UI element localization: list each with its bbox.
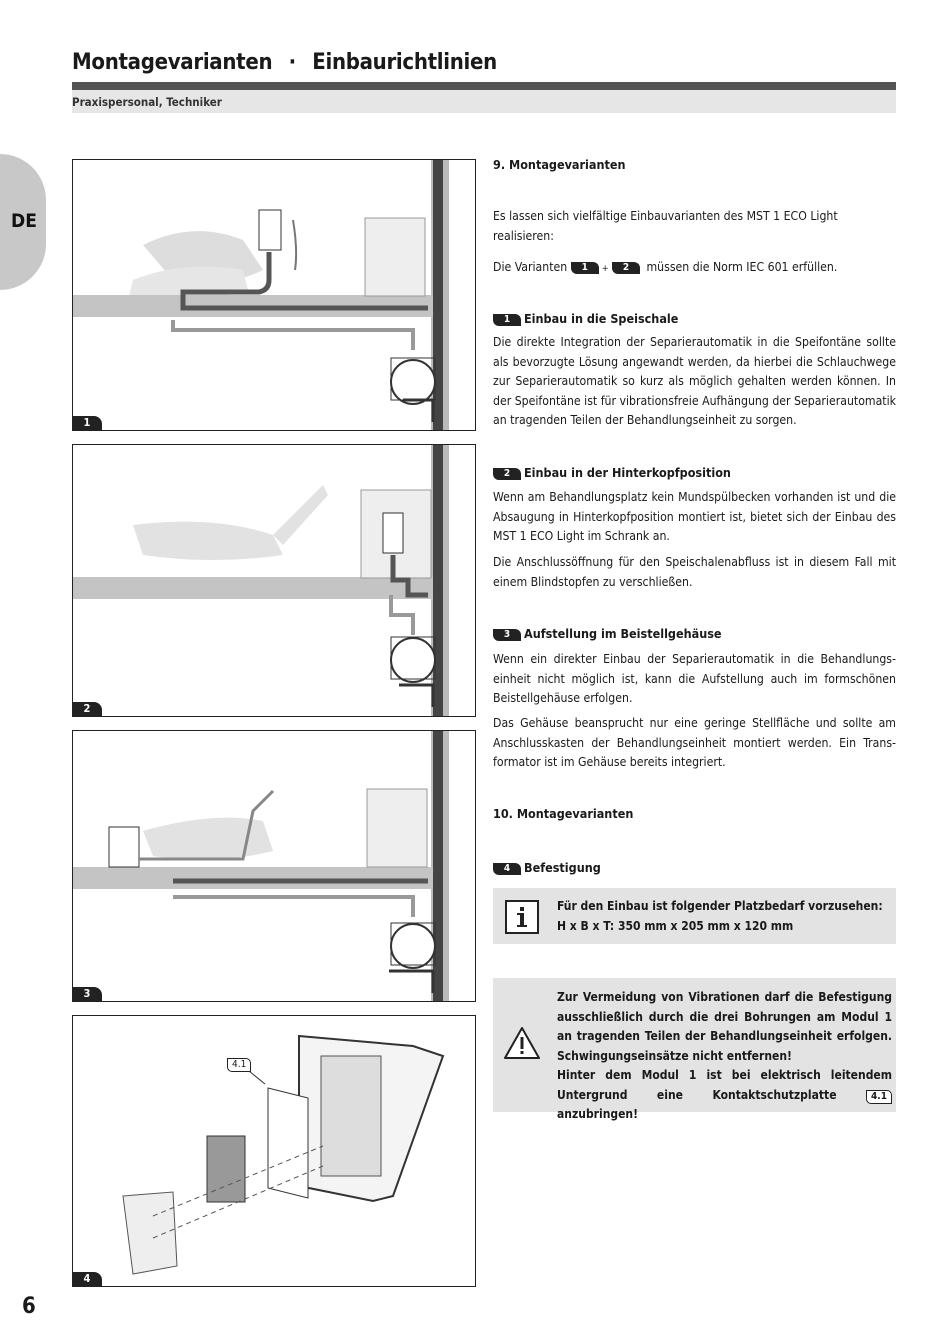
- variant-badge-2: 2: [612, 262, 640, 274]
- figure-2-number: 2: [72, 702, 102, 716]
- variant-1-heading: 1 Einbau in die Speischale: [493, 309, 896, 329]
- page-number: 6: [22, 1294, 36, 1319]
- info-text: Für den Einbau ist folgender Platzbedarf vorzusehen: H x B x T: 350 mm x 205 mm x 120 mm: [557, 899, 883, 933]
- variant-2-heading: 2 Einbau in der Hinterkopfposition: [493, 463, 896, 483]
- variants-norm-line: Die Varianten 1 + 2 müssen die Norm IEC 601 erfüllen.: [493, 260, 838, 274]
- language-tab: [0, 154, 46, 290]
- figure-3-number: 3: [72, 987, 102, 1001]
- variant-3-text-1: Wenn ein direkter Einbau der Separierautomatik in die Behandlungseinheit nicht möglich ist, kann die Aufstellung auch im formschönen Beistellgehäuse erfolgen.: [493, 652, 896, 705]
- figure-4-illustration: [72, 1015, 476, 1287]
- variant-1-text: Die direkte Integration der Separierautomatik in die Speifontäne sollte als bevorzugte Lösung angewandt werden, da hierbei die Schlauchwege zur Separierautomatik so kurz als möglich gehalten werden können. In der Speifontäne ist für vibrationsfreie Aufhängung der Separierautomatik an tragenden Teilen der Behandlungseinheit zu sorgen.: [493, 335, 896, 427]
- figure-1-illustration: [72, 159, 476, 431]
- section-9-heading: 9. Montagevarianten: [493, 157, 626, 172]
- page-title: [72, 50, 497, 75]
- variant-3-heading: 3 Aufstellung im Beistellgehäuse: [493, 624, 896, 644]
- variant-2-text-1: Wenn am Behandlungsplatz kein Mundspülbecken vorhanden ist und die Absaugung in Hinterkopfposition montiert ist, bietet sich der Einbau des MST 1 ECO Light im Schrank an.: [493, 490, 896, 543]
- variant-1-badge: 1: [493, 314, 521, 326]
- variant-4-heading: 4 Befestigung: [493, 858, 896, 878]
- warning-box: [493, 978, 896, 1121]
- variant-badge-1: 1: [571, 262, 599, 274]
- section-10-heading: 10. Montagevarianten: [493, 806, 634, 821]
- figure-4-number: 4: [72, 1272, 102, 1286]
- language-label: DE: [11, 210, 37, 232]
- info-box: [493, 888, 896, 944]
- variant-2-text-2: Die Anschlussöffnung für den Speischalenabfluss ist in diesem Fall mit einem Blindstopfen zu verschließen.: [493, 555, 896, 589]
- title-left: Montagevarianten: [72, 50, 273, 75]
- variant-3-badge: 3: [493, 629, 521, 641]
- figure-2-illustration: [72, 444, 476, 717]
- header-bar: [72, 82, 896, 90]
- audience-bar: [72, 90, 896, 113]
- warning-text: Zur Vermeidung von Vibrationen darf die Befestigung ausschließlich durch die drei Bohrungen am Modul 1 an tragenden Teilen der Behandlungseinheit erfolgen. Schwingungseinsätze nicht entfernen! Hinter dem Modul 1 ist bei elektrisch leitendem Untergrund eine Kontaktschutzplatte 4.1 anzubringen!: [557, 990, 892, 1121]
- warning-icon: [503, 1026, 541, 1060]
- title-right: Einbaurichtlinien: [312, 50, 497, 75]
- variant-4-badge: 4: [493, 863, 521, 875]
- figure-3-illustration: [72, 730, 476, 1002]
- callout-4-1: 4.1: [227, 1052, 251, 1072]
- warning-ref-4-1: 4.1: [866, 1090, 892, 1104]
- audience-label: Praxispersonal, Techniker: [72, 95, 222, 109]
- figure-1-number: 1: [72, 416, 102, 430]
- title-separator: ·: [288, 50, 296, 75]
- info-icon: [505, 900, 539, 934]
- section-9-intro: Es lassen sich vielfältige Einbauvarianten des MST 1 ECO Light realisieren:: [493, 209, 838, 243]
- variant-2-badge: 2: [493, 468, 521, 480]
- variant-3-text-2: Das Gehäuse beansprucht nur eine geringe Stellfläche und sollte am Anschlusskasten der Behandlungseinheit montiert werden. Ein Transformator ist im Gehäuse bereits integriert.: [493, 716, 896, 769]
